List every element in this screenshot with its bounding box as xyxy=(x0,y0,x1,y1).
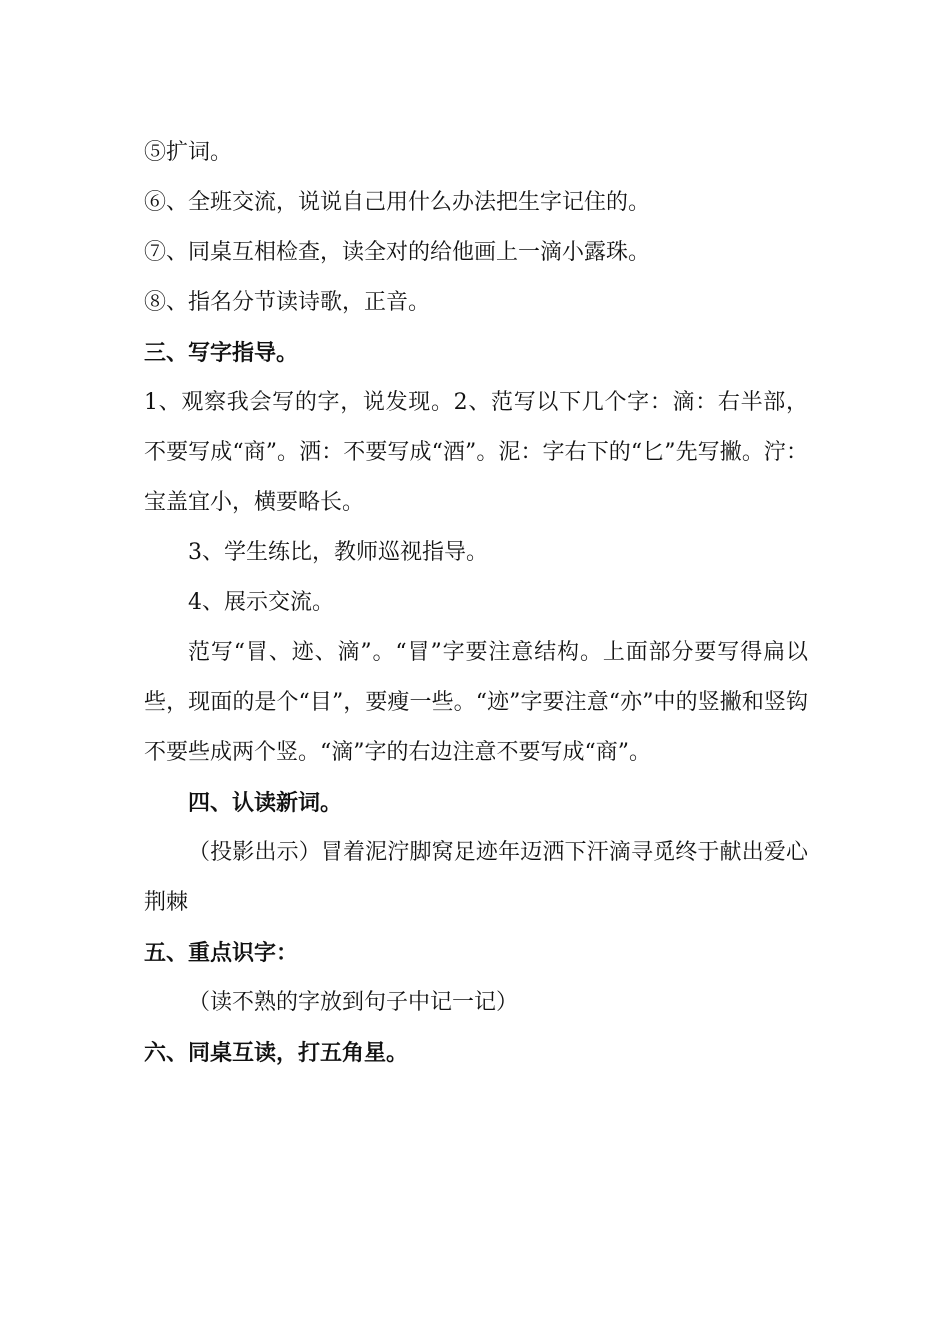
document-page xyxy=(144,128,808,1078)
step-8-text: ⑧、指名分节读诗歌，正音。 xyxy=(144,290,431,315)
display-exchange-text: 4、展示交流。 xyxy=(188,590,334,615)
step-5-text: ⑤扩词。 xyxy=(144,140,233,165)
writing-guidance-paragraph: 1、观察我会写的字，说发现。2、范写以下几个字：滴：右半部，不要写成“商”。洒：不要写成“酒”。泥：字右下的“匕”先写撇。泞：宝盖宜小，横要略长。 xyxy=(144,390,808,515)
section-heading-key-characters: 五、重点识字： xyxy=(144,940,299,966)
model-writing-paragraph: 范写“冒、迹、滴”。“冒”字要注意结构。上面部分要写得扁以些，现面的是个“目”，要瘦一些。“迹”字要注意“亦”中的竖撇和竖钩不要些成两个竖。“滴”字的右边注意不要写成“商”。 xyxy=(144,640,808,765)
step-7-text: ⑦、同桌互相检查，读全对的给他画上一滴小露珠。 xyxy=(144,240,651,265)
section-heading-pair-reading: 六、同桌互读，打五角星。 xyxy=(144,1040,409,1066)
section-heading-new-words: 四、认读新词。 xyxy=(188,790,343,816)
new-words-paragraph: （投影出示）冒着泥泞脚窝足迹年迈洒下汗滴寻觅终于献出爱心荆棘 xyxy=(144,840,808,915)
step-6-text: ⑥、全班交流，说说自己用什么办法把生字记住的。 xyxy=(144,190,651,215)
key-characters-note: （读不熟的字放到句子中记一记） xyxy=(188,990,519,1015)
student-practice-text: 3、学生练比，教师巡视指导。 xyxy=(188,540,488,565)
section-heading-writing: 三、写字指导。 xyxy=(144,340,299,366)
